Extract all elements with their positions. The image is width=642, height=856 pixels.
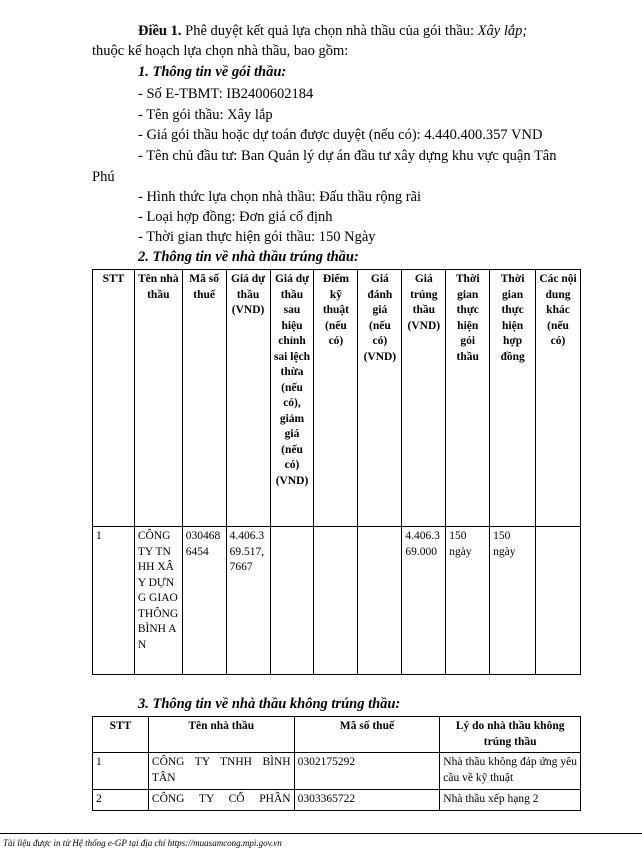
header-package-time: Thời gian thực hiện gói thầu bbox=[446, 270, 490, 527]
cell-contract-time: 150 ngày bbox=[490, 527, 536, 675]
article-package-type: Xây lắp; bbox=[477, 23, 528, 39]
section2-title: 2. Thông tin về nhà thầu trúng thầu: bbox=[138, 249, 359, 265]
header-adjusted-price: Giá dự thầu sau hiệu chỉnh sai lệch thừa (nếu có), giảm giá (nếu có) (VND) bbox=[270, 270, 314, 527]
article-heading: Điều 1. bbox=[138, 23, 182, 39]
info-package-name: - Tên gói thầu: Xây lắp bbox=[138, 107, 273, 123]
footer-note: Tài liệu được in từ Hệ thống e-GP tại địa chỉ https://muasamcong.mpi.gov.vn bbox=[3, 838, 282, 848]
cell-bidder-name: CÔNG TY TNHH BÌNH TÂN bbox=[148, 753, 294, 790]
losing-bidder-table bbox=[92, 716, 581, 811]
section3-title: 3. Thông tin về nhà thầu không trúng thầu: bbox=[138, 696, 401, 712]
table-row bbox=[93, 527, 581, 675]
cell-bid-price: 4.406.369.517,7667 bbox=[226, 527, 270, 675]
cell-stt: 2 bbox=[93, 790, 149, 811]
cell-winning-price: 4.406.369.000 bbox=[402, 527, 446, 675]
header-reason: Lý do nhà thầu không trúng thầu bbox=[440, 717, 581, 753]
info-investor: - Tên chủ đầu tư: Ban Quản lý dự án đầu tư xây dựng khu vực quận Tân bbox=[138, 148, 557, 164]
footer-divider bbox=[0, 833, 642, 834]
header-tax-code: Mã số thuế bbox=[294, 717, 440, 753]
cell-other bbox=[536, 527, 581, 675]
header-bidder-name: Tên nhà thầu bbox=[148, 717, 294, 753]
article-text: Phê duyệt kết quả lựa chọn nhà thầu của gói thầu: bbox=[181, 23, 478, 39]
header-evaluated-price: Giá đánh giá (nếu có) (VND) bbox=[358, 270, 402, 527]
section1-title: 1. Thông tin về gói thầu: bbox=[138, 64, 287, 80]
header-other: Các nội dung khác (nếu có) bbox=[536, 270, 581, 527]
cell-tax-code: 0303365722 bbox=[294, 790, 440, 811]
info-selection-method: - Hình thức lựa chọn nhà thầu: Đấu thầu rộng rãi bbox=[138, 189, 422, 205]
cell-reason: Nhà thầu xếp hạng 2 bbox=[440, 790, 581, 811]
info-contract-type: - Loại hợp đồng: Đơn giá cố định bbox=[138, 209, 333, 225]
winning-bidder-table bbox=[92, 269, 581, 675]
cell-technical-score bbox=[314, 527, 358, 675]
table-row bbox=[93, 753, 581, 790]
table-row bbox=[93, 790, 581, 811]
article-line-2: thuộc kế hoạch lựa chọn nhà thầu, bao gồm: bbox=[92, 43, 349, 59]
info-duration: - Thời gian thực hiện gói thầu: 150 Ngày bbox=[138, 229, 376, 245]
cell-stt: 1 bbox=[93, 753, 149, 790]
cell-stt: 1 bbox=[93, 527, 135, 675]
info-package-price: - Giá gói thầu hoặc dự toán được duyệt (nếu có): 4.440.400.357 VND bbox=[138, 127, 543, 143]
losing-table-header-row bbox=[93, 717, 581, 753]
cell-bidder-name: CÔNG TY TNHH XÂY DỰNG GIAO THÔNG BÌNH AN bbox=[134, 527, 182, 675]
article-line-1 bbox=[138, 22, 527, 40]
header-winning-price: Giá trúng thầu (VND) bbox=[402, 270, 446, 527]
cell-package-time: 150 ngày bbox=[446, 527, 490, 675]
info-investor-cont: Phú bbox=[92, 169, 115, 185]
winning-table-header-row bbox=[93, 270, 581, 527]
cell-adjusted-price bbox=[270, 527, 314, 675]
cell-evaluated-price bbox=[358, 527, 402, 675]
header-bid-price: Giá dự thầu (VND) bbox=[226, 270, 270, 527]
cell-tax-code: 0302175292 bbox=[294, 753, 440, 790]
header-technical-score: Điểm kỹ thuật (nếu có) bbox=[314, 270, 358, 527]
header-stt: STT bbox=[93, 270, 135, 527]
header-contract-time: Thời gian thực hiện hợp đồng bbox=[490, 270, 536, 527]
header-stt: STT bbox=[93, 717, 149, 753]
cell-tax-code: 0304686454 bbox=[182, 527, 226, 675]
info-etbmt: - Số E-TBMT: IB2400602184 bbox=[138, 86, 314, 102]
cell-bidder-name: CÔNG TY CỔ PHẦN bbox=[148, 790, 294, 811]
header-bidder-name: Tên nhà thầu bbox=[134, 270, 182, 527]
header-tax-code: Mã số thuế bbox=[182, 270, 226, 527]
cell-reason: Nhà thầu không đáp ứng yêu cầu về kỹ thuật bbox=[440, 753, 581, 790]
